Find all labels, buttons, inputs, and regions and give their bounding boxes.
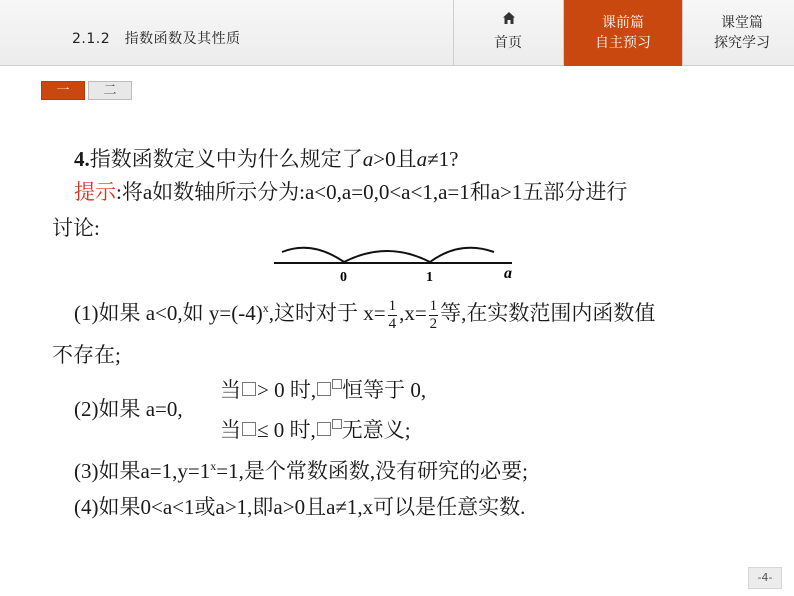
nav-preview-label-1: 课前篇 (602, 15, 644, 31)
number-line-label-a: a (504, 265, 512, 282)
case-2-text: > 0 时, (257, 378, 317, 402)
fraction-numerator: 1 (429, 297, 438, 314)
missing-glyph-box (332, 379, 342, 389)
fraction-numerator: 1 (388, 297, 397, 314)
question-text: 指数函数定义中为什么规定了 (89, 147, 363, 171)
question-var-a2: a (416, 147, 428, 171)
missing-glyph-box (332, 419, 342, 429)
case-2-text: 当 (220, 418, 241, 442)
nav-explore-label-2: 探究学习 (714, 35, 770, 51)
case-2-prefix: (2)如果 a=0, (74, 397, 183, 421)
fraction-denominator: 2 (429, 315, 438, 332)
home-icon (502, 11, 516, 25)
tab-one[interactable]: 一 (41, 81, 85, 100)
header-bar (0, 0, 794, 66)
number-line-diagram (272, 238, 522, 286)
case-3-text: (3)如果a=1,y=1 (74, 459, 211, 483)
fraction-one-half (429, 299, 439, 332)
question-mid: >0且 (373, 147, 417, 171)
nav-explore-label-1: 课堂篇 (721, 15, 763, 31)
case-3-line (74, 455, 528, 485)
question-var-a: a (362, 147, 374, 171)
case-1-text-b: ,这时对于 x= (268, 301, 386, 325)
page-number: -4- (748, 567, 782, 589)
missing-glyph-box (317, 382, 331, 396)
case-1-text-a: (1)如果 a<0,如 y=(-4) (74, 301, 263, 325)
case-2-text: 无意义; (341, 418, 411, 442)
lesson-title: 2.1.2 指数函数及其性质 (72, 31, 241, 47)
hint-text: :将a如数轴所示分为:a<0,a=0,0<a<1,a=1和a>1五部分进行 (116, 180, 628, 204)
hint-line (74, 176, 627, 206)
tab-two[interactable]: 二 (88, 81, 132, 100)
hint-label: 提示 (74, 180, 116, 204)
case-1-text-c: ,x= (399, 301, 427, 325)
case-2-text: 恒等于 0, (342, 378, 427, 402)
hint-line-2: 讨论: (52, 216, 100, 240)
number-line-label-0: 0 (340, 270, 347, 285)
case-1-sup: x (262, 301, 269, 315)
case-4-line: (4)如果0<a<1或a>1,即a>0且a≠1,x可以是任意实数. (74, 495, 526, 519)
missing-glyph-box (242, 422, 256, 436)
nav-preview-label-2: 自主预习 (595, 35, 651, 51)
case-1-line (74, 297, 655, 332)
fraction-one-quarter (388, 299, 398, 332)
case-2-line-2 (220, 414, 411, 444)
case-2-text: ≤ 0 时, (257, 418, 316, 442)
case-3-text-end: =1,是个常数函数,没有研究的必要; (216, 459, 528, 483)
case-2-line-1 (220, 374, 426, 404)
fraction-denominator: 4 (388, 315, 397, 332)
nav-preview-button[interactable] (564, 0, 682, 66)
nav-home-label: 首页 (494, 35, 522, 51)
question-line (74, 143, 458, 173)
question-number: 4. (74, 147, 90, 171)
nav-explore-button[interactable] (683, 0, 794, 66)
missing-glyph-box (242, 382, 256, 396)
question-end: ≠1? (427, 147, 459, 171)
case-1-text-d: 等,在实数范围内函数值 (440, 301, 656, 325)
number-line-label-1: 1 (426, 270, 433, 285)
case-3-sup: x (210, 459, 217, 473)
nav-home-button[interactable] (454, 0, 562, 66)
case-1-line-2: 不存在; (52, 343, 121, 367)
case-2-text: 当 (220, 378, 241, 402)
missing-glyph-box (317, 422, 331, 436)
